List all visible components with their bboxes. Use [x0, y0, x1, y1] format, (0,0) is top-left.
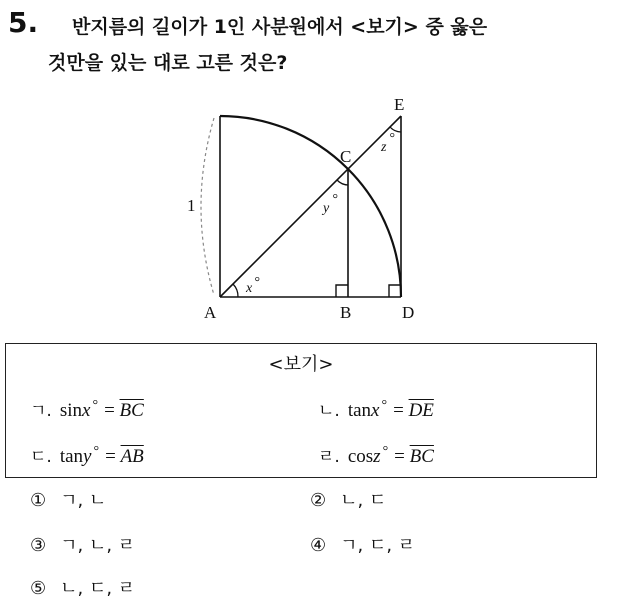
item-eq: = — [105, 446, 116, 467]
item-eq: = — [394, 446, 405, 467]
item-var: x — [371, 400, 380, 421]
item-func: tan — [59, 446, 84, 467]
choice-4[interactable] — [310, 531, 415, 557]
item-marker: ㄷ. — [30, 447, 52, 467]
item-var: x — [82, 400, 91, 421]
label-angle-x: x — [246, 281, 253, 296]
bogi-item-1 — [30, 396, 144, 422]
item-eq: = — [393, 400, 404, 421]
item-var: y — [83, 446, 92, 467]
choice-number: ① — [30, 490, 47, 511]
choice-text: ㄴ, ㄷ, ㄹ — [60, 578, 136, 599]
choice-text: ㄱ, ㄴ, ㄹ — [60, 535, 136, 556]
choice-number: ⑤ — [30, 578, 47, 599]
choice-text: ㄱ, ㄴ — [60, 490, 107, 511]
segment-AE — [220, 116, 401, 297]
bogi-item-4 — [318, 442, 434, 468]
degree-x: ° — [254, 275, 260, 290]
choice-5[interactable] — [30, 574, 135, 600]
bogi-item-2 — [318, 396, 434, 422]
label-E: E — [394, 95, 405, 114]
label-C: C — [340, 147, 352, 166]
item-func: cos — [347, 446, 374, 467]
question-text-line1: 반지름의 길이가 1인 사분원에서 <보기> 중 옳은 — [72, 16, 488, 38]
angle-arc-y — [337, 180, 348, 185]
degree-z: ° — [389, 131, 395, 146]
item-segment: $\overline{AB}$ — [120, 446, 144, 467]
choice-text: ㄴ, ㄷ — [340, 490, 387, 511]
item-func: sin — [59, 400, 83, 421]
label-B: B — [340, 303, 352, 322]
label-angle-z: z — [381, 140, 387, 155]
angle-arc-x — [233, 284, 238, 297]
right-angle-B — [336, 285, 348, 297]
choice-1[interactable] — [30, 486, 106, 512]
bogi-title: <보기> — [268, 354, 334, 375]
label-angle-y: y — [323, 201, 330, 216]
item-marker: ㄹ. — [318, 447, 340, 467]
choice-number: ④ — [310, 535, 327, 556]
label-radius: 1 — [187, 196, 196, 215]
item-degree: ° — [382, 443, 389, 459]
item-marker: ㄴ. — [318, 401, 340, 421]
item-degree: ° — [93, 443, 100, 459]
item-degree: ° — [92, 397, 99, 413]
choice-3[interactable] — [30, 531, 135, 557]
item-func: tan — [347, 400, 372, 421]
label-A: A — [204, 303, 217, 322]
choice-number: ② — [310, 490, 327, 511]
item-segment: $\overline{BC}$ — [119, 400, 144, 421]
question-text-line2: 것만을 있는 대로 고른 것은? — [48, 52, 288, 74]
choice-2[interactable] — [310, 486, 386, 512]
label-D: D — [402, 303, 415, 322]
degree-y: ° — [332, 192, 338, 207]
choice-number: ③ — [30, 535, 47, 556]
choice-text: ㄱ, ㄷ, ㄹ — [340, 535, 416, 556]
radius-brace — [201, 118, 214, 295]
right-angle-D — [389, 285, 401, 297]
item-eq: = — [104, 400, 115, 421]
item-segment: $\overline{BC}$ — [409, 446, 434, 467]
question-number: 5. — [8, 6, 39, 39]
item-segment: $\overline{DE}$ — [408, 400, 434, 421]
item-var: z — [373, 446, 381, 467]
item-degree: ° — [381, 397, 388, 413]
bogi-box — [5, 343, 597, 478]
item-marker: ㄱ. — [30, 401, 52, 421]
bogi-item-3 — [30, 442, 144, 468]
